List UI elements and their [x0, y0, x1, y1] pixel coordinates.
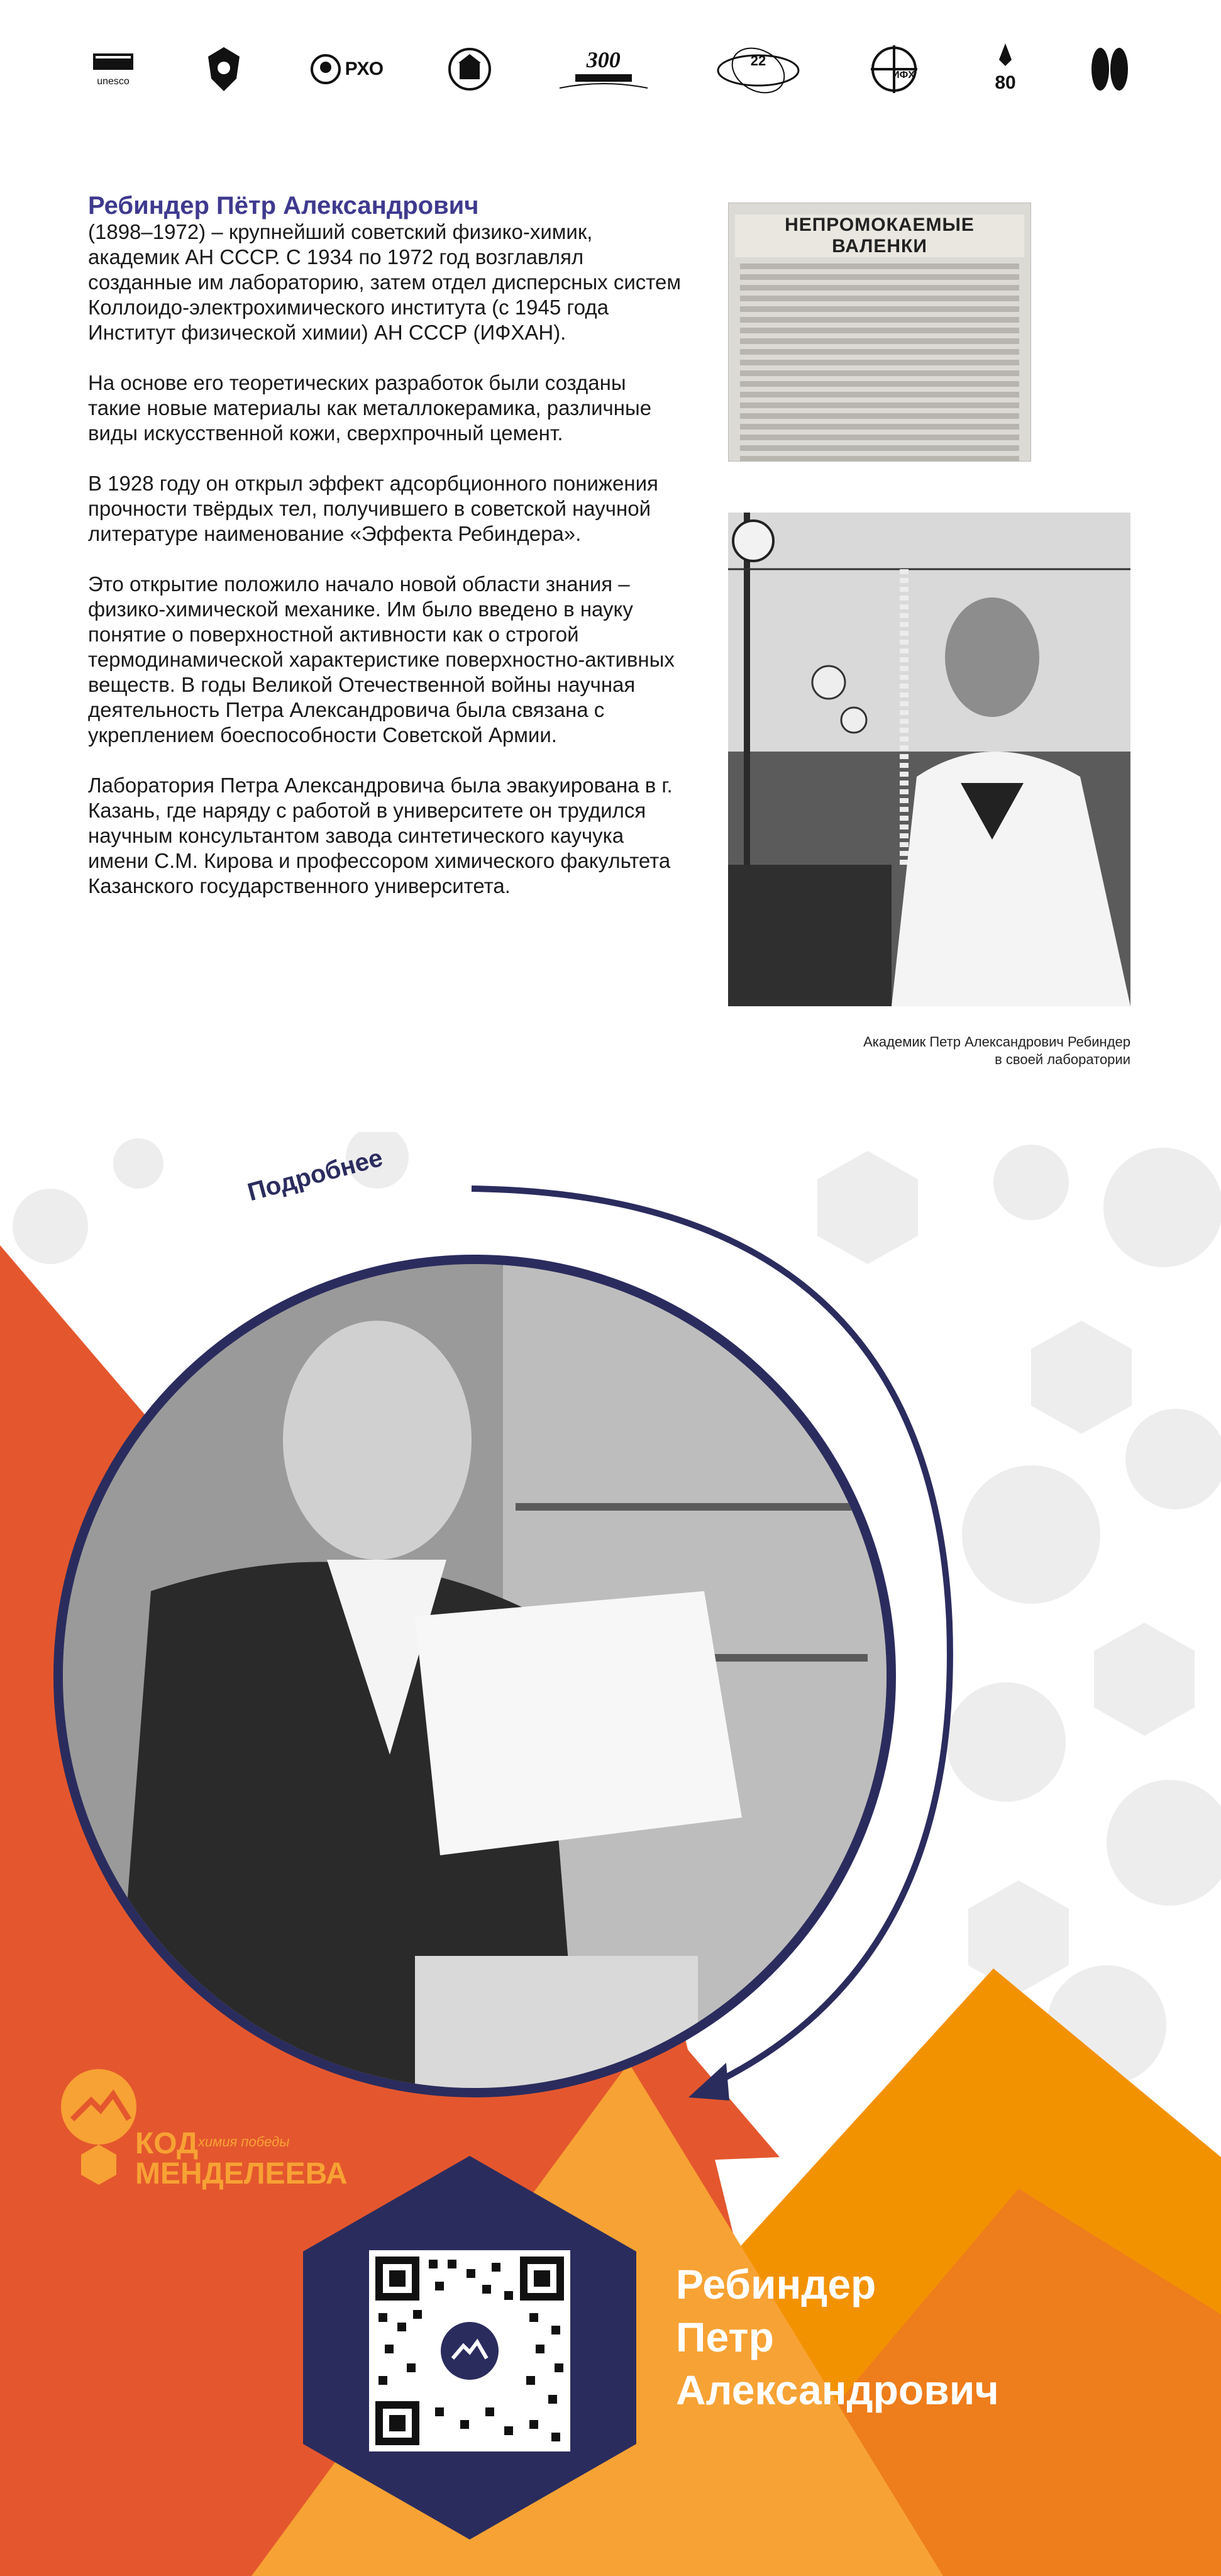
academy-300-logo — [556, 38, 651, 101]
portrait-photo — [53, 1255, 896, 2097]
partner-logos — [88, 38, 1132, 101]
brand-mark-logo — [1088, 38, 1132, 101]
victory-80-text: 80 — [994, 72, 1016, 93]
bio-paragraph-2: На основе его теоретических разработок были созданы такие новые материалы как металлокерамика, различные виды искусственной кожи, сверхпрочный цемент. — [88, 371, 652, 445]
unesco-logo-text: unesco — [97, 76, 130, 87]
kod-brand-line-2: МЕНДЕЛЕЕВА — [135, 2157, 348, 2190]
ifkh-logo — [866, 38, 922, 101]
person-name-line-1: Ребиндер — [676, 2261, 876, 2307]
kod-brand-tagline: химия победы — [198, 2134, 290, 2150]
biography — [88, 192, 682, 924]
more-link[interactable]: Подробнее — [245, 1143, 386, 1207]
emblem-logo — [202, 38, 246, 101]
congress-logo — [714, 38, 802, 101]
university-logo — [447, 38, 492, 101]
congress-number: 22 — [750, 53, 766, 69]
bio-paragraph-4: Это открытие положило начало новой области знания – физико-химической механике. Им было введено в науку понятие о поверхностной активности как о строгой термодинамической характеристике поверхностно-активных веществ. В годы Великой Отечественной войны научная деятельность Петра Александровича была связана с укреплением боеспособности Советской Армии. — [88, 572, 675, 747]
unesco-logo — [88, 38, 138, 101]
person-name — [676, 2258, 999, 2416]
qr-code-block[interactable] — [303, 2156, 636, 2540]
newspaper-text-lines — [729, 264, 1030, 462]
bio-paragraph-1: (1898–1972) – крупнейший советский физико-химик, академик АН СССР. С 1934 по 1972 год возглавлял созданные им лабораторию, затем отдел дисперсных систем Коллоидо-электрохимического института (с 1945 года Институт физической химии) АН СССР (ИФХАН). — [88, 220, 682, 344]
rho-logo-text: РХО — [345, 58, 384, 79]
kod-brand-line-1: КОД — [135, 2127, 199, 2160]
caption-line-2: в своей лаборатории — [995, 1052, 1130, 1067]
lab-photo — [728, 513, 1130, 1006]
academy-300-text: 300 — [586, 47, 621, 72]
person-name-line-3: Александрович — [676, 2367, 999, 2413]
person-name-line-2: Петр — [676, 2314, 774, 2360]
bio-paragraph-5: Лаборатория Петра Александровича была эвакуирована в г. Казань, где наряду с работой в университете он трудился научным консультантом завода синтетического каучука имени С.М. Кирова и профессором химического факультета Казанского государственного университета. — [88, 774, 673, 897]
newspaper-clipping — [728, 203, 1031, 462]
caption-line-1: Академик Петр Александрович Ребиндер — [863, 1034, 1130, 1050]
rho-logo — [310, 38, 384, 101]
bio-paragraph-3: В 1928 году он открыл эффект адсорбционного понижения прочности твёрдых тел, получившего в советской научной литературе наименование «Эффекта Ребиндера». — [88, 472, 658, 545]
ifkh-text: ИФХ — [892, 70, 915, 80]
bio-title: Ребиндер Пётр Александрович — [88, 192, 479, 219]
newspaper-headline: НЕПРОМОКАЕМЫЕ ВАЛЕНКИ — [735, 214, 1024, 257]
lab-photo-caption — [753, 1033, 1130, 1069]
kod-mountain-icon — [60, 2069, 141, 2195]
victory-80-logo — [986, 38, 1024, 101]
